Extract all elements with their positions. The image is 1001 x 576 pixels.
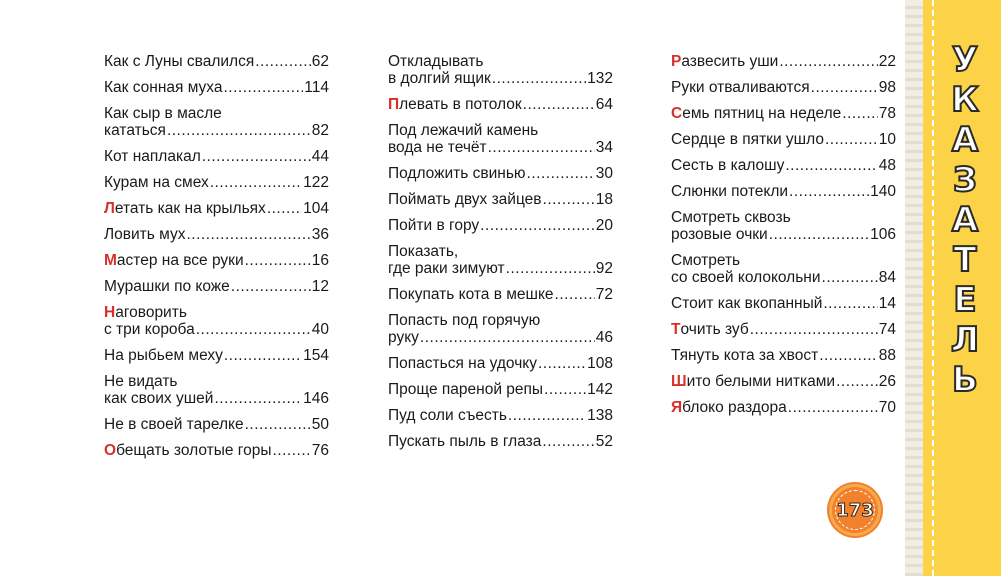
entry-page-number: 82 bbox=[311, 122, 329, 139]
entry-row bbox=[671, 321, 896, 338]
dot-leader bbox=[789, 183, 869, 200]
entry-first-line: Показать, bbox=[388, 243, 459, 260]
entry-text: Пуд соли съесть bbox=[388, 407, 507, 424]
entry-row bbox=[671, 347, 896, 364]
entry-text: Ловить мух bbox=[104, 226, 186, 243]
entry-page-number: 26 bbox=[878, 373, 896, 390]
entry-row bbox=[671, 79, 896, 96]
index-entry bbox=[388, 122, 613, 156]
index-entry bbox=[671, 295, 896, 312]
entry-page-number: 74 bbox=[878, 321, 896, 338]
entry-page-number: 76 bbox=[311, 442, 329, 459]
index-entry bbox=[671, 79, 896, 96]
entry-text: Мурашки по коже bbox=[104, 278, 230, 295]
page-number: 173 bbox=[836, 500, 874, 521]
entry-first-line: Попасть под горячую bbox=[388, 312, 541, 329]
entry-initial-letter: Я bbox=[671, 399, 683, 416]
entry-page-number: 46 bbox=[595, 329, 613, 346]
index-entry bbox=[388, 217, 613, 234]
entry-initial-letter: Н bbox=[104, 304, 116, 321]
entry-row bbox=[104, 174, 329, 191]
entry-row bbox=[671, 399, 896, 416]
entry-page-number: 104 bbox=[303, 200, 329, 217]
entry-page-number: 52 bbox=[595, 433, 613, 450]
entry-text: Сесть в калошу bbox=[671, 157, 785, 174]
entry-page-number: 64 bbox=[595, 96, 613, 113]
entry-row bbox=[104, 79, 329, 96]
entry-row bbox=[104, 226, 329, 243]
entry-row bbox=[104, 278, 329, 295]
index-entry bbox=[388, 53, 613, 87]
entry-row bbox=[671, 105, 896, 122]
entry-initial-letter: Р bbox=[671, 53, 682, 70]
dot-leader bbox=[544, 381, 586, 398]
index-entry bbox=[388, 355, 613, 372]
entry-initial-letter: Ш bbox=[671, 373, 687, 390]
entry-row bbox=[671, 131, 896, 148]
entry-row bbox=[388, 165, 613, 182]
entry-row bbox=[104, 252, 329, 269]
entry-row bbox=[671, 226, 896, 243]
entry-text: Точить зуб bbox=[671, 321, 749, 338]
entry-row bbox=[671, 183, 896, 200]
title-letter: А bbox=[951, 120, 979, 160]
index-column-3 bbox=[671, 53, 896, 425]
index-entry bbox=[104, 200, 329, 217]
index-entry bbox=[104, 174, 329, 191]
dot-leader bbox=[822, 269, 878, 286]
dot-leader bbox=[231, 278, 311, 295]
entry-page-number: 122 bbox=[303, 174, 329, 191]
entry-text: Плевать в потолок bbox=[388, 96, 522, 113]
entry-row bbox=[388, 433, 613, 450]
entry-text: Стоит как вкопанный bbox=[671, 295, 823, 312]
entry-row bbox=[671, 295, 896, 312]
title-letter: К bbox=[951, 80, 979, 120]
entry-row bbox=[388, 70, 613, 87]
index-entry bbox=[104, 442, 329, 459]
entry-page-number: 132 bbox=[587, 70, 613, 87]
dot-leader bbox=[750, 321, 878, 338]
index-entry bbox=[388, 407, 613, 424]
entry-page-number: 98 bbox=[878, 79, 896, 96]
dot-leader bbox=[267, 200, 302, 217]
entry-initial-letter: С bbox=[671, 105, 683, 122]
dot-leader bbox=[769, 226, 869, 243]
index-entry bbox=[104, 373, 329, 407]
index-entry bbox=[104, 79, 329, 96]
index-entry bbox=[388, 312, 613, 346]
entry-text: Кот наплакал bbox=[104, 148, 201, 165]
index-entry bbox=[671, 209, 896, 243]
entry-text: как своих ушей bbox=[104, 390, 214, 407]
dot-leader bbox=[488, 139, 595, 156]
entry-text: Проще пареной репы bbox=[388, 381, 544, 398]
entry-page-number: 10 bbox=[878, 131, 896, 148]
entry-text: Попасться на удочку bbox=[388, 355, 537, 372]
entry-initial-letter: О bbox=[104, 442, 117, 459]
entry-row bbox=[388, 96, 613, 113]
binding-strip bbox=[905, 0, 923, 576]
entry-text: Тянуть кота за хвост bbox=[671, 347, 819, 364]
entry-page-number: 154 bbox=[303, 347, 329, 364]
entry-row bbox=[388, 355, 613, 372]
entry-page-number: 36 bbox=[311, 226, 329, 243]
entry-page-number: 30 bbox=[595, 165, 613, 182]
entry-row bbox=[388, 217, 613, 234]
dot-leader bbox=[214, 390, 302, 407]
entry-initial-letter: М bbox=[104, 252, 117, 269]
index-entry bbox=[104, 53, 329, 70]
dot-leader bbox=[823, 295, 877, 312]
entry-page-number: 84 bbox=[878, 269, 896, 286]
dot-leader bbox=[811, 79, 878, 96]
entry-text: Как с Луны свалился bbox=[104, 53, 255, 70]
entry-page-number: 78 bbox=[878, 105, 896, 122]
dot-leader bbox=[245, 252, 311, 269]
index-entry bbox=[104, 226, 329, 243]
title-letter: З bbox=[952, 160, 978, 200]
entry-row bbox=[104, 442, 329, 459]
entry-text: Мастер на все руки bbox=[104, 252, 244, 269]
dot-leader bbox=[255, 53, 311, 70]
entry-text: Курам на смех bbox=[104, 174, 209, 191]
entry-row bbox=[388, 407, 613, 424]
index-entry bbox=[388, 243, 613, 277]
dot-leader bbox=[785, 157, 877, 174]
dot-leader bbox=[538, 355, 586, 372]
entry-first-line: Не видать bbox=[104, 373, 178, 390]
dot-leader bbox=[523, 96, 595, 113]
dot-leader bbox=[842, 105, 877, 122]
dot-leader bbox=[825, 131, 878, 148]
entry-text: Сердце в пятки ушло bbox=[671, 131, 824, 148]
entry-text: розовые очки bbox=[671, 226, 768, 243]
entry-text: Развесить уши bbox=[671, 53, 779, 70]
dot-leader bbox=[187, 226, 311, 243]
entry-page-number: 146 bbox=[303, 390, 329, 407]
entry-row bbox=[104, 416, 329, 433]
index-entry bbox=[388, 433, 613, 450]
entry-page-number: 40 bbox=[311, 321, 329, 338]
index-entry bbox=[671, 131, 896, 148]
index-entry bbox=[104, 252, 329, 269]
index-entry bbox=[671, 157, 896, 174]
entry-row bbox=[388, 139, 613, 156]
entry-text: Поймать двух зайцев bbox=[388, 191, 542, 208]
entry-text: в долгий ящик bbox=[388, 70, 491, 87]
entry-first-line: Откладывать bbox=[388, 53, 484, 70]
entry-text: вода не течёт bbox=[388, 139, 487, 156]
index-entry bbox=[671, 321, 896, 338]
entry-row bbox=[671, 269, 896, 286]
index-entry bbox=[104, 416, 329, 433]
dot-leader bbox=[819, 347, 878, 364]
stitch-line bbox=[932, 0, 934, 576]
index-entry bbox=[104, 148, 329, 165]
index-entry bbox=[104, 347, 329, 364]
entry-page-number: 92 bbox=[595, 260, 613, 277]
entry-initial-letter: Т bbox=[671, 321, 681, 338]
entry-text: Семь пятниц на неделе bbox=[671, 105, 842, 122]
entry-text: Не в своей тарелке bbox=[104, 416, 244, 433]
entry-row bbox=[388, 191, 613, 208]
entry-row bbox=[388, 381, 613, 398]
dot-leader bbox=[196, 321, 311, 338]
entry-row bbox=[671, 373, 896, 390]
entry-page-number: 108 bbox=[587, 355, 613, 372]
entry-row bbox=[388, 329, 613, 346]
entry-page-number: 72 bbox=[595, 286, 613, 303]
title-letter: А bbox=[951, 200, 979, 240]
dot-leader bbox=[224, 79, 304, 96]
vertical-title bbox=[943, 40, 987, 400]
entry-row bbox=[104, 321, 329, 338]
entry-text: с три короба bbox=[104, 321, 195, 338]
entry-page-number: 142 bbox=[587, 381, 613, 398]
entry-row bbox=[388, 286, 613, 303]
dot-leader bbox=[210, 174, 302, 191]
entry-text: Слюнки потекли bbox=[671, 183, 789, 200]
entry-page-number: 70 bbox=[878, 399, 896, 416]
index-entry bbox=[388, 191, 613, 208]
dot-leader bbox=[202, 148, 311, 165]
entry-first-line: Наговорить bbox=[104, 304, 187, 321]
entry-page-number: 62 bbox=[311, 53, 329, 70]
dot-leader bbox=[508, 407, 586, 424]
entry-text: Пускать пыль в глаза bbox=[388, 433, 542, 450]
index-entry bbox=[671, 399, 896, 416]
entry-page-number: 114 bbox=[304, 79, 329, 96]
entry-page-number: 140 bbox=[870, 183, 896, 200]
entry-first-line: Под лежачий камень bbox=[388, 122, 539, 139]
entry-row bbox=[104, 148, 329, 165]
entry-page-number: 14 bbox=[878, 295, 896, 312]
entry-text: со своей колокольни bbox=[671, 269, 821, 286]
entry-text: Шито белыми нитками bbox=[671, 373, 836, 390]
entry-page-number: 18 bbox=[595, 191, 613, 208]
index-column-1 bbox=[104, 53, 329, 468]
entry-row bbox=[671, 157, 896, 174]
dot-leader bbox=[480, 217, 595, 234]
entry-text: Руки отваливаются bbox=[671, 79, 810, 96]
index-entry bbox=[671, 183, 896, 200]
entry-page-number: 16 bbox=[311, 252, 329, 269]
page-number-badge bbox=[829, 484, 881, 536]
entry-page-number: 34 bbox=[595, 139, 613, 156]
entry-page-number: 88 bbox=[878, 347, 896, 364]
dot-leader bbox=[506, 260, 595, 277]
entry-page-number: 12 bbox=[311, 278, 329, 295]
entry-page-number: 48 bbox=[878, 157, 896, 174]
entry-text: руку bbox=[388, 329, 419, 346]
entry-row bbox=[104, 347, 329, 364]
dot-leader bbox=[492, 70, 586, 87]
entry-initial-letter: П bbox=[388, 96, 400, 113]
index-column-2 bbox=[388, 53, 613, 459]
index-entry bbox=[104, 278, 329, 295]
dot-leader bbox=[224, 347, 302, 364]
index-entry bbox=[671, 105, 896, 122]
dot-leader bbox=[167, 122, 311, 139]
entry-row bbox=[104, 122, 329, 139]
dot-leader bbox=[245, 416, 311, 433]
entry-row bbox=[104, 53, 329, 70]
index-entry bbox=[104, 105, 329, 139]
index-entry bbox=[104, 304, 329, 338]
entry-page-number: 44 bbox=[311, 148, 329, 165]
entry-row bbox=[104, 200, 329, 217]
dot-leader bbox=[527, 165, 595, 182]
dot-leader bbox=[779, 53, 877, 70]
dot-leader bbox=[542, 433, 594, 450]
title-letter: Е bbox=[953, 280, 977, 320]
index-entry bbox=[388, 96, 613, 113]
entry-text: На рыбьем меху bbox=[104, 347, 223, 364]
entry-text: Яблоко раздора bbox=[671, 399, 787, 416]
index-entry bbox=[388, 381, 613, 398]
dot-leader bbox=[420, 329, 595, 346]
entry-row bbox=[671, 53, 896, 70]
entry-text: Летать как на крыльях bbox=[104, 200, 266, 217]
entry-page-number: 106 bbox=[870, 226, 896, 243]
entry-first-line: Как сыр в масле bbox=[104, 105, 222, 122]
entry-page-number: 138 bbox=[587, 407, 613, 424]
dot-leader bbox=[543, 191, 595, 208]
entry-text: Обещать золотые горы bbox=[104, 442, 272, 459]
entry-text: Подложить свинью bbox=[388, 165, 526, 182]
index-entry bbox=[388, 286, 613, 303]
index-entry bbox=[671, 252, 896, 286]
entry-text: Пойти в гору bbox=[388, 217, 480, 234]
title-letter: У bbox=[951, 40, 979, 80]
dot-leader bbox=[836, 373, 878, 390]
index-entry bbox=[671, 373, 896, 390]
index-entry bbox=[388, 165, 613, 182]
entry-row bbox=[388, 260, 613, 277]
entry-page-number: 50 bbox=[311, 416, 329, 433]
entry-text: Как сонная муха bbox=[104, 79, 223, 96]
entry-text: Покупать кота в мешке bbox=[388, 286, 554, 303]
index-entry bbox=[671, 347, 896, 364]
index-sidebar bbox=[923, 0, 1001, 576]
entry-first-line: Смотреть сквозь bbox=[671, 209, 791, 226]
index-entry bbox=[671, 53, 896, 70]
dot-leader bbox=[272, 442, 310, 459]
entry-initial-letter: Л bbox=[104, 200, 115, 217]
entry-text: где раки зимуют bbox=[388, 260, 505, 277]
entry-row bbox=[104, 390, 329, 407]
entry-text: кататься bbox=[104, 122, 166, 139]
entry-page-number: 20 bbox=[595, 217, 613, 234]
dot-leader bbox=[788, 399, 878, 416]
entry-page-number: 22 bbox=[878, 53, 896, 70]
entry-first-line: Смотреть bbox=[671, 252, 741, 269]
title-letter: Л bbox=[950, 320, 980, 360]
dot-leader bbox=[555, 286, 595, 303]
title-letter: Т bbox=[953, 240, 977, 280]
title-letter: Ь bbox=[952, 360, 978, 400]
